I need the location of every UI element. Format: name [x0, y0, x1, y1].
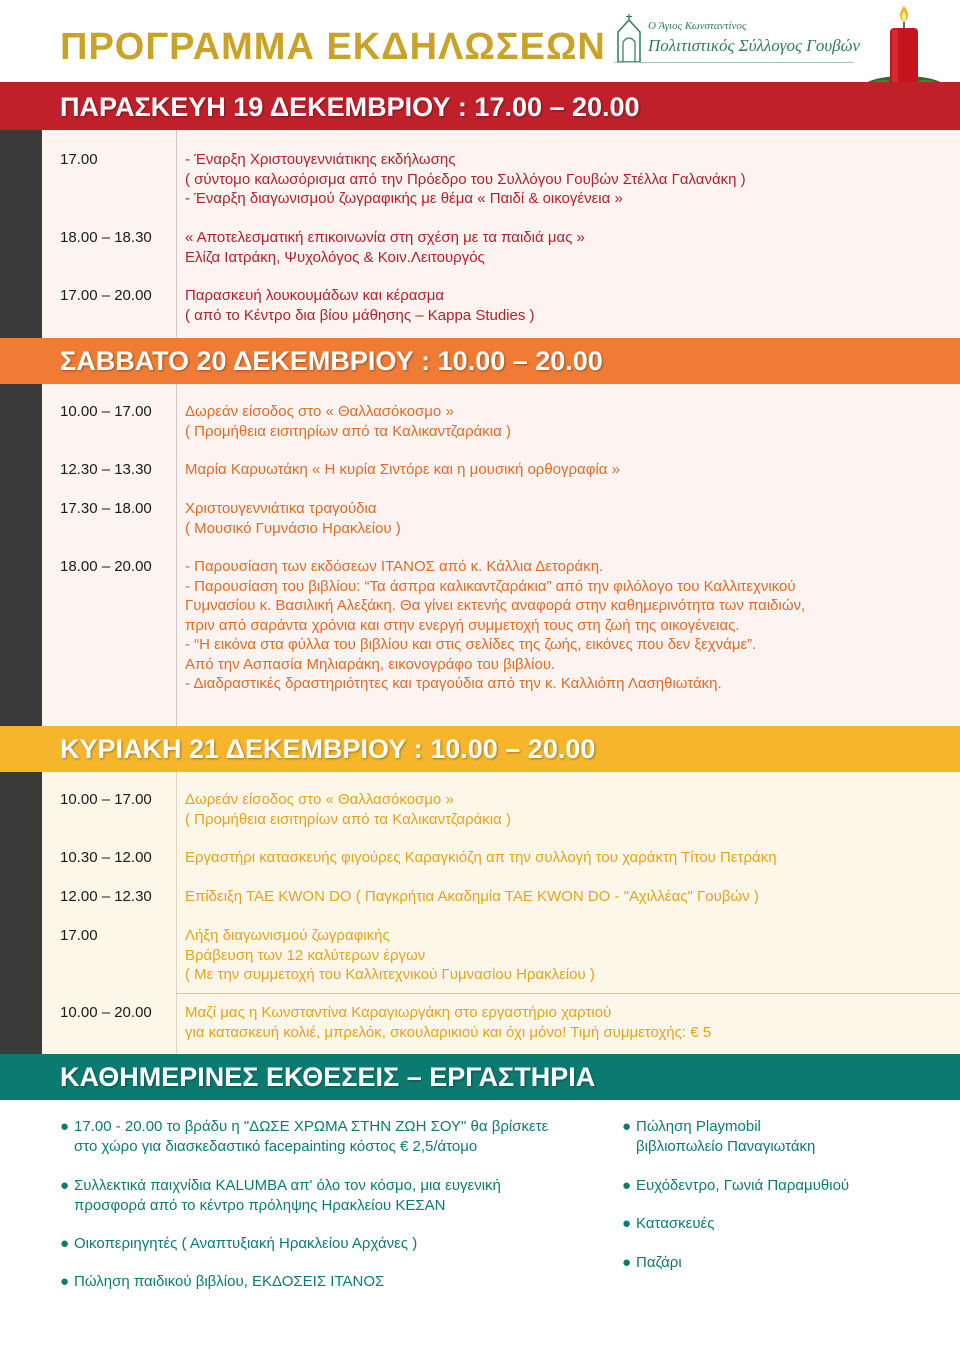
event-line: - Διαδραστικές δραστηριότητες και τραγούδια από την κ. Καλλιόπη Λασηθιωτάκη.	[185, 675, 722, 692]
event-line: Βράβευση των 12 καλύτερων έργων	[185, 946, 426, 964]
logo-name: Πολιτιστικός Σύλλογος Γουβών	[648, 36, 860, 55]
event-line: ( σύντομο καλωσόρισμα από την Πρόεδρο του Συλλόγου Γουβών Στέλλα Γαλανάκη )	[185, 170, 746, 188]
bullet-icon: ●	[622, 1118, 632, 1135]
bullet-icon: ●	[60, 1177, 70, 1194]
column-divider	[176, 384, 177, 726]
event-line: - Παρουσίαση των εκδόσεων ΙΤΑΝΟΣ από κ. Κάλλια Δετοράκη.	[185, 558, 604, 575]
daily-list-item: ● Οικοπεριηγητές ( Αναπτυξιακή Ηρακλείου Αρχάνες )	[60, 1235, 418, 1252]
event-description	[185, 286, 535, 325]
section-rule	[176, 993, 960, 994]
event-line: ( από το Κέντρο δια βίου μάθησης – Kappa Studies )	[185, 306, 535, 324]
event-line: Παρασκευή λουκουμάδων και κέρασμα	[185, 287, 445, 304]
bullet-icon: ●	[622, 1215, 632, 1232]
day-heading-friday: ΠΑΡΑΣΚΕΥΗ 19 ΔΕΚΕΜΒΡΙΟΥ : 17.00 – 20.00	[0, 82, 960, 130]
daily-list-item: ● Παζάρι	[622, 1254, 682, 1271]
bullet-icon: ●	[622, 1177, 632, 1194]
daily-list-item: ● Κατασκευές	[622, 1215, 715, 1232]
day-section-saturday	[42, 384, 960, 726]
logo-underline	[614, 62, 854, 63]
column-divider	[176, 772, 177, 1054]
event-line: ( Προμήθεια εισιτηρίων από τα Καλικαντζαράκια )	[185, 422, 511, 440]
left-accent-bar	[0, 128, 42, 1055]
day-heading-saturday: ΣΑΒΒΑΤΟ 20 ΔΕΚΕΜΒΡΙΟΥ : 10.00 – 20.00	[0, 338, 960, 384]
event-description	[185, 848, 777, 868]
event-description	[185, 150, 746, 209]
event-line: Λήξη διαγωνισμού ζωγραφικής	[185, 927, 390, 944]
bullet-icon: ●	[60, 1273, 70, 1290]
day-section-friday	[42, 130, 960, 338]
event-description	[185, 228, 585, 267]
event-description	[185, 460, 620, 480]
daily-list-item: ● Συλλεκτικά παιχνίδια KALUMBA απ' όλο τον κόσμο, μια ευγενική προσφορά από το κέντρο πρόληψης Ηρακλείου ΚΕΣΑΝ	[60, 1177, 501, 1214]
event-line: Μαζί μας η Κωνσταντίνα Καραγιωργάκη στο εργαστήριο χαρτιού	[185, 1004, 612, 1021]
daily-list-item: ● Ευχόδεντρο, Γωνιά Παραμυθιού	[622, 1177, 850, 1194]
event-line: για κατασκευή κολιέ, μπρελόκ, σκουλαρικιού και όχι μόνο! Τιμή συμμετοχής: € 5	[185, 1023, 712, 1041]
column-divider	[176, 130, 177, 338]
event-line: Ελίζα Ιατράκη, Ψυχολόγος & Κοιν.Λειτουργός	[185, 248, 485, 266]
event-line: Δωρεάν είσοδος στο « Θαλλασόκοσμο »	[185, 403, 454, 420]
event-time: 18.00 – 18.30	[60, 229, 152, 246]
event-line: Γυμνασίου κ. Βασιλική Αλεξάκη. Θα γίνει εκτενής αναφορά στην καθημερινότητα των παιδιών,	[185, 597, 806, 614]
event-line: ( Μουσικό Γυμνάσιο Ηρακλείου )	[185, 519, 401, 537]
daily-list-item: ● Πώληση Playmobil βιβλιοπωλείο Παναγιωτάκη	[622, 1118, 816, 1155]
event-time: 10.00 – 17.00	[60, 791, 152, 808]
event-line: Επίδειξη ΤΑΕ KWON DO ( Παγκρήτια Ακαδημία ΤΑΕ KWON DO - "Αχιλλέας" Γουβών )	[185, 888, 759, 905]
bullet-icon: ●	[622, 1254, 632, 1271]
event-time: 18.00 – 20.00	[60, 558, 152, 575]
church-icon	[614, 14, 644, 64]
bullet-icon: ●	[60, 1118, 70, 1135]
event-description	[185, 402, 511, 441]
event-time: 17.00	[60, 151, 98, 168]
event-line: ( Με την συμμετοχή του Καλλιτεχνικού Γυμνασίου Ηρακλείου )	[185, 966, 595, 983]
logo-subtitle: Ο Άγιος Κωνσταντίνος	[648, 20, 747, 32]
event-time: 17.00 – 20.00	[60, 287, 152, 304]
page-title: ΠΡΟΓΡΑΜΜΑ ΕΚΔΗΛΩΣΕΩΝ	[60, 26, 606, 68]
event-description	[185, 926, 595, 985]
event-description	[185, 557, 805, 694]
day-section-sunday	[42, 772, 960, 1054]
event-line: Δωρεάν είσοδος στο « Θαλλασόκοσμο »	[185, 791, 454, 808]
event-line: πριν από σαράντα χρόνια και στην ενεργή συμμετοχή τους στη ζωή της οικογένειας.	[185, 616, 740, 634]
daily-list-item: ● Πώληση παιδικού βιβλίου, ΕΚΔΟΣΕΙΣ ΙΤΑΝΟΣ	[60, 1273, 385, 1290]
event-time: 12.00 – 12.30	[60, 888, 152, 905]
event-line: - Έναρξη διαγωνισμού ζωγραφικής με θέμα « Παιδί & οικογένεια »	[185, 190, 623, 207]
event-line: Μαρία Καρυωτάκη « Η κυρία Σιντόρε και η μουσική ορθογραφία »	[185, 461, 620, 478]
bullet-icon: ●	[60, 1235, 70, 1252]
day-heading-sunday: ΚΥΡΙΑΚΗ 21 ΔΕΚΕΜΒΡΙΟΥ : 10.00 – 20.00	[0, 726, 960, 772]
event-time: 10.00 – 17.00	[60, 403, 152, 420]
event-time: 12.30 – 13.30	[60, 461, 152, 478]
event-line: - “Η εικόνα στα φύλλα του βιβλίου και στις σελίδες της ζωής, εικόνες που δεν ξεχνάμε”.	[185, 636, 757, 653]
daily-list-item: ● 17.00 - 20.00 το βράδυ η "ΔΩΣΕ ΧΡΩΜΑ ΣΤΗΝ ΖΩΗ ΣΟΥ" θα βρίσκετε στο χώρο για διασκεδαστικό facepainting κόστος € 2,5/άτομο	[60, 1118, 549, 1155]
event-line: - Παρουσίαση του βιβλίου: “Τα άσπρα καλικαντζαράκια” από την φιλόλογο του Καλλιτεχνικού	[185, 577, 796, 595]
event-line: ( Προμήθεια εισιτηρίων από τα Καλικαντζαράκια )	[185, 810, 511, 828]
event-line: Χριστουγεννιάτικα τραγούδια	[185, 500, 377, 517]
event-time: 10.30 – 12.00	[60, 849, 152, 866]
event-description	[185, 499, 401, 538]
event-line: Εργαστήρι κατασκευής φιγούρες Καραγκιόζη απ την συλλογή του χαράκτη Τίτου Πετράκη	[185, 849, 777, 866]
event-description	[185, 887, 759, 907]
event-line: Από την Ασπασία Μηλιαράκη, εικονογράφο του βιβλίου.	[185, 655, 556, 673]
event-description	[185, 790, 511, 829]
event-line: - Έναρξη Χριστουγεννιάτικης εκδήλωσης	[185, 151, 456, 168]
event-description	[185, 1003, 711, 1042]
event-time: 10.00 – 20.00	[60, 1004, 152, 1021]
daily-heading: ΚΑΘΗΜΕΡΙΝΕΣ ΕΚΘΕΣΕΙΣ – ΕΡΓΑΣΤΗΡΙΑ	[0, 1054, 960, 1100]
event-time: 17.00	[60, 927, 98, 944]
event-time: 17.30 – 18.00	[60, 500, 152, 517]
event-line: « Αποτελεσματική επικοινωνία στη σχέση με τα παιδιά μας »	[185, 229, 585, 246]
association-logo	[614, 14, 860, 66]
